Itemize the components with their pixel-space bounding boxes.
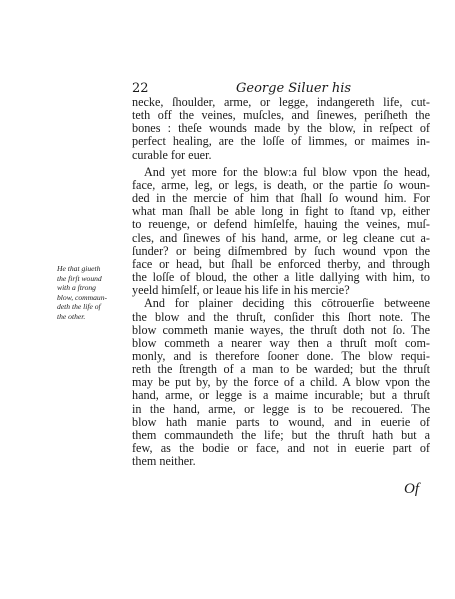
text-line: ſunder? or being diſmembred by ſuch wound vpon the xyxy=(132,243,430,258)
marginal-note-line: the other. xyxy=(57,311,86,321)
text-line: cles, and ſinewes of his hand, arme, or leg cleane cut a- xyxy=(132,230,430,245)
running-title: George Siluer his xyxy=(236,81,352,96)
text-line: the loſſe of bloud, the other a litle dallying with him, to xyxy=(132,270,430,285)
text-line: curable for euer. xyxy=(132,147,212,162)
text-line: bones : theſe wounds made by the blow, in reſpect of xyxy=(132,121,430,136)
text-line: reth the ſtrength of a man to be warded; but the thruſt xyxy=(132,362,430,377)
paragraph-1 xyxy=(132,96,430,162)
paragraph-2 xyxy=(132,166,430,298)
paragraph-3 xyxy=(132,297,430,468)
text-line: them commaundeth the life; but the thruſt hath but a xyxy=(132,427,430,442)
marginal-note-line: blow, commaun- xyxy=(57,292,108,302)
text-line: the blow and the thruſt, conſider this ſhort note. The xyxy=(132,309,430,324)
text-line: necke, ſhoulder, arme, or legge, indangereth life, cut- xyxy=(132,95,430,109)
text-line: face, arme, leg, or legs, is death, or the partie ſo woun- xyxy=(132,177,430,192)
text-line: them neither. xyxy=(132,454,196,469)
marginal-note-line: deth the life of xyxy=(57,302,101,312)
text-line: And for plainer deciding this cōtrouerſie betweene xyxy=(144,296,430,311)
marginal-note xyxy=(57,264,129,322)
marginal-note-line: He that giueth xyxy=(57,264,101,273)
catchword: Of xyxy=(404,481,419,497)
text-line: hand, arme, or legge is a maime incurable; but a thruſt xyxy=(132,388,430,403)
marginal-note-line: with a ſtrong xyxy=(57,283,96,293)
text-line: blow hath manie parts to wound, and in euerie of xyxy=(132,414,430,429)
text-line: And yet more for the blow:a ful blow vpon the head, xyxy=(144,164,430,179)
text-line: face or head, but ſhall be enforced therby, and through xyxy=(132,256,430,271)
text-line: may be put by, by the force of a child. A blow vpon the xyxy=(132,375,430,390)
text-line: monly, and is therefore ſooner done. The blow requi- xyxy=(132,348,430,363)
text-line: blow commeth manie wayes, the thruſt doth not ſo. The xyxy=(132,322,430,337)
marginal-note-line: the firſt wound xyxy=(57,273,102,283)
text-line: in the hand, arme, or legge is to be recouered. The xyxy=(132,401,430,416)
text-line: to reuenge, or defend himſelfe, hauing the veines, muſ- xyxy=(132,217,430,232)
text-line: teth off the veines, muſcles, and ſinewes, periſheth the xyxy=(132,108,430,123)
text-line: few, as the bodie or face, and not in euerie part of xyxy=(132,441,430,456)
text-line: yeeld himſelf, or leaue his life in his mercie? xyxy=(132,283,350,298)
text-line: what man ſhall be able long in fight to ſtand vp, either xyxy=(132,204,430,219)
text-line: perfect healing, are the loſſe of limmes, or maimes in- xyxy=(132,134,430,149)
text-line: blow commeth a nearer way then a thruſt moſt com- xyxy=(132,335,430,350)
text-line: ded in the mercie of him that ſhall ſo wound him. For xyxy=(132,191,430,206)
body-text xyxy=(132,96,430,468)
page-number: 22 xyxy=(132,81,149,96)
